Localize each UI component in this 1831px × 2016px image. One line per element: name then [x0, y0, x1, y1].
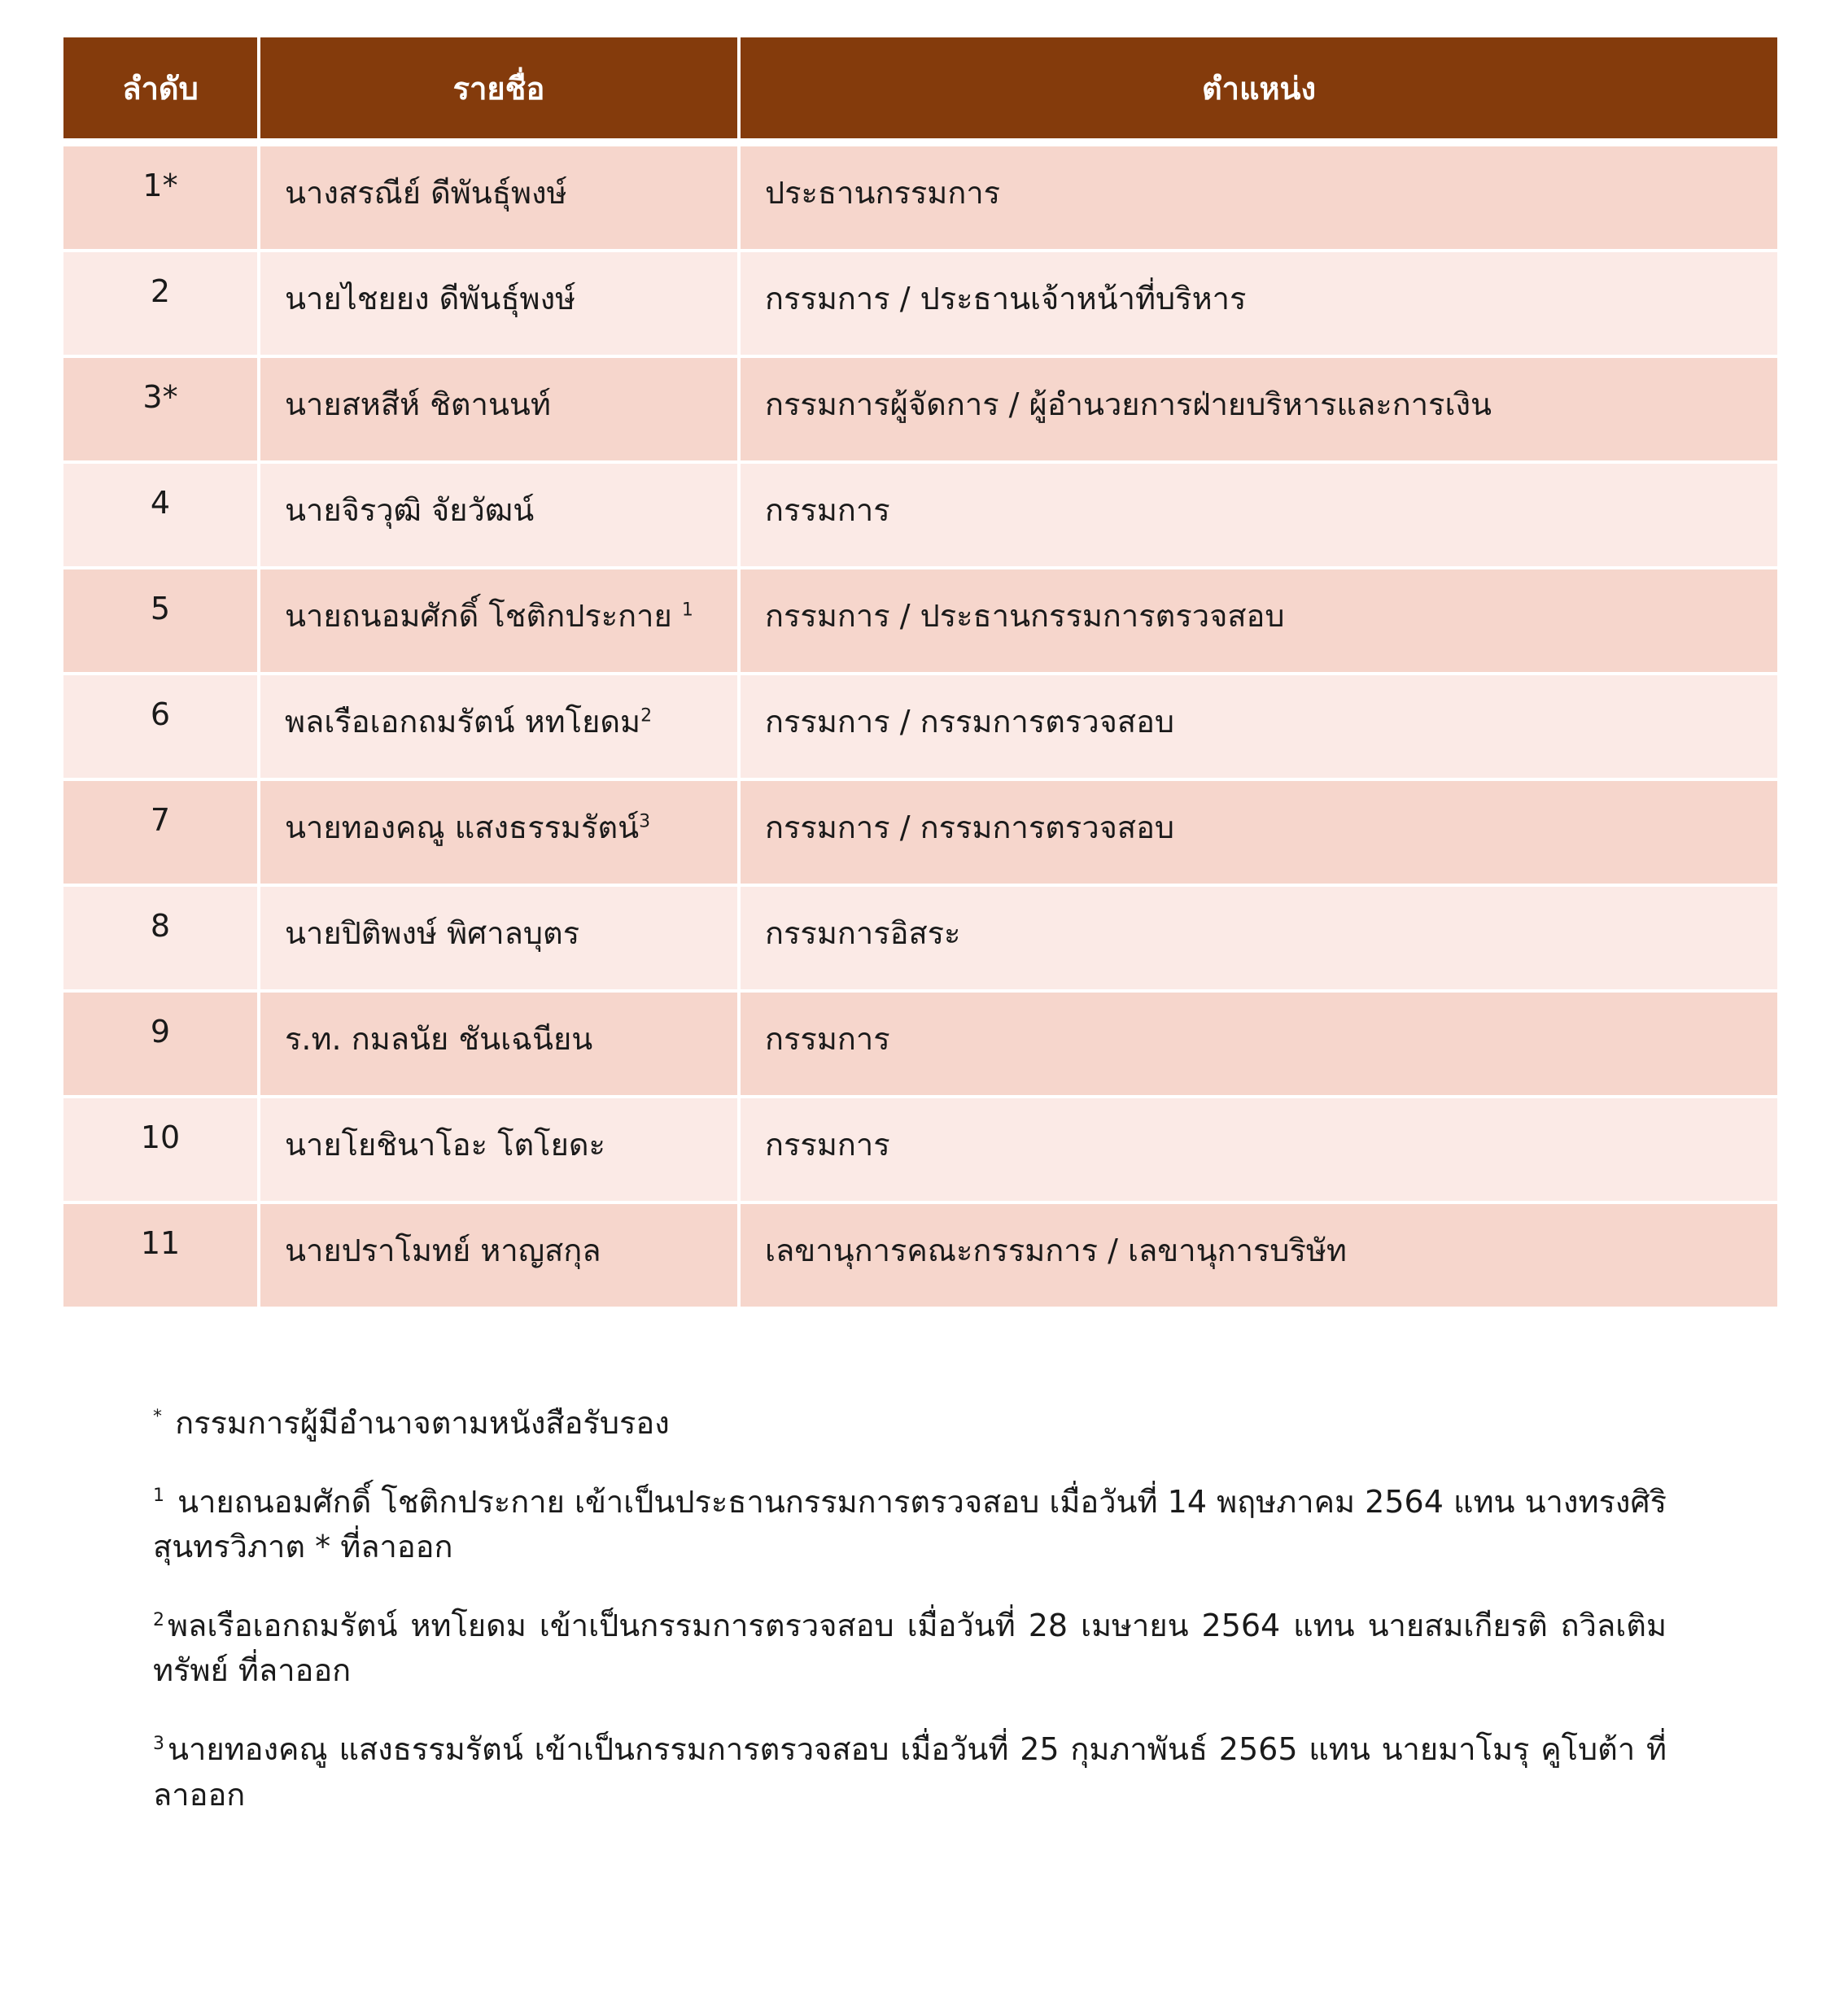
row-name [260, 569, 741, 675]
row-position: กรรมการผู้จัดการ / ผู้อำนวยการฝ่ายบริหารและการเงิน [741, 358, 1777, 464]
table-row [63, 252, 1777, 358]
header-name: รายชื่อ [260, 37, 741, 146]
row-order: 7 [63, 781, 260, 887]
footnote-text: พลเรือเอกถมรัตน์ หทโยดม เข้าเป็นกรรมการตรวจสอบ เมื่อวันที่ 28 เมษายน 2564 แทน นายสมเกียรติ ถวิลเติม ทรัพย์ ที่ลาออก [153, 1608, 1667, 1689]
row-name [260, 1098, 741, 1204]
director-name: นางสรณีย์ ดีพันธุ์พงษ์ [285, 175, 567, 211]
footnote-mark: 3 [639, 811, 651, 832]
table-header-row [63, 37, 1777, 146]
table-row [63, 1098, 1777, 1204]
footnotes [153, 1401, 1667, 1852]
footnote-mark: 2 [640, 705, 653, 727]
director-name: นายถนอมศักดิ์ โชติกประกาย [285, 598, 682, 634]
row-position: กรรมการ [741, 993, 1777, 1098]
row-position: ประธานกรรมการ [741, 146, 1777, 252]
table-row [63, 675, 1777, 781]
table-row [63, 993, 1777, 1098]
director-name: นายไชยยง ดีพันธุ์พงษ์ [285, 281, 576, 316]
footnote-text: นายทองคณู แสงธรรมรัตน์ เข้าเป็นกรรมการตรวจสอบ เมื่อวันที่ 25 กุมภาพันธ์ 2565 แทน นายมาโมรุ คูโบต้า ที่ลาออก [153, 1731, 1667, 1813]
row-order: 1* [63, 146, 260, 252]
row-position: กรรมการ / ประธานเจ้าหน้าที่บริหาร [741, 252, 1777, 358]
director-name: นายทองคณู แสงธรรมรัตน์ [285, 809, 640, 845]
row-position: เลขานุการคณะกรรมการ / เลขานุการบริษัท [741, 1204, 1777, 1310]
header-order: ลำดับ [63, 37, 260, 146]
row-name [260, 887, 741, 993]
table-row [63, 781, 1777, 887]
director-name: นายสหสีห์ ชิตานนท์ [285, 386, 551, 422]
table-row [63, 358, 1777, 464]
row-name [260, 252, 741, 358]
row-position: กรรมการ / ประธานกรรมการตรวจสอบ [741, 569, 1777, 675]
director-name: นายจิรวุฒิ จัยวัฒน์ [285, 492, 535, 528]
row-order: 9 [63, 993, 260, 1098]
row-name [260, 146, 741, 252]
footnote [153, 1480, 1667, 1569]
row-position: กรรมการ [741, 464, 1777, 569]
director-name: นายปิติพงษ์ พิศาลบุตร [285, 915, 580, 951]
row-position: กรรมการอิสระ [741, 887, 1777, 993]
row-position: กรรมการ / กรรมการตรวจสอบ [741, 781, 1777, 887]
table-row [63, 1204, 1777, 1310]
table-row [63, 569, 1777, 675]
row-order: 6 [63, 675, 260, 781]
table-row [63, 146, 1777, 252]
row-order: 3* [63, 358, 260, 464]
row-name [260, 358, 741, 464]
footnote-marker: 1 [153, 1486, 164, 1507]
footnote-mark: 1 [681, 600, 693, 621]
row-position: กรรมการ / กรรมการตรวจสอบ [741, 675, 1777, 781]
table-row [63, 464, 1777, 569]
row-order: 4 [63, 464, 260, 569]
footnote [153, 1727, 1667, 1817]
row-order: 2 [63, 252, 260, 358]
footnote-marker: * [153, 1407, 162, 1428]
row-order: 10 [63, 1098, 260, 1204]
table-row [63, 887, 1777, 993]
footnote-marker: 2 [153, 1609, 164, 1630]
row-name [260, 1204, 741, 1310]
row-position: กรรมการ [741, 1098, 1777, 1204]
director-name: พลเรือเอกถมรัตน์ หทโยดม [285, 704, 641, 740]
row-order: 5 [63, 569, 260, 675]
row-order: 8 [63, 887, 260, 993]
board-of-directors-table [63, 37, 1777, 1310]
footnote-text: นายถนอมศักดิ์ โชติกประกาย เข้าเป็นประธานกรรมการตรวจสอบ เมื่อวันที่ 14 พฤษภาคม 2564 แทน นางทรงศิริ สุนทรวิภาต * ที่ลาออก [153, 1484, 1667, 1565]
footnote-marker: 3 [153, 1733, 164, 1754]
director-name: นายโยชินาโอะ โตโยดะ [285, 1127, 605, 1163]
footnote [153, 1604, 1667, 1693]
row-name [260, 781, 741, 887]
row-order: 11 [63, 1204, 260, 1310]
row-name [260, 993, 741, 1098]
row-name [260, 464, 741, 569]
footnote-text: กรรมการผู้มีอำนาจตามหนังสือรับรอง [165, 1405, 670, 1441]
header-position: ตำแหน่ง [741, 37, 1777, 146]
footnote [153, 1401, 1667, 1446]
director-name: นายปราโมทย์ หาญสกุล [285, 1233, 601, 1268]
row-name [260, 675, 741, 781]
director-name: ร.ท. กมลนัย ชันเฉนียน [285, 1021, 593, 1057]
